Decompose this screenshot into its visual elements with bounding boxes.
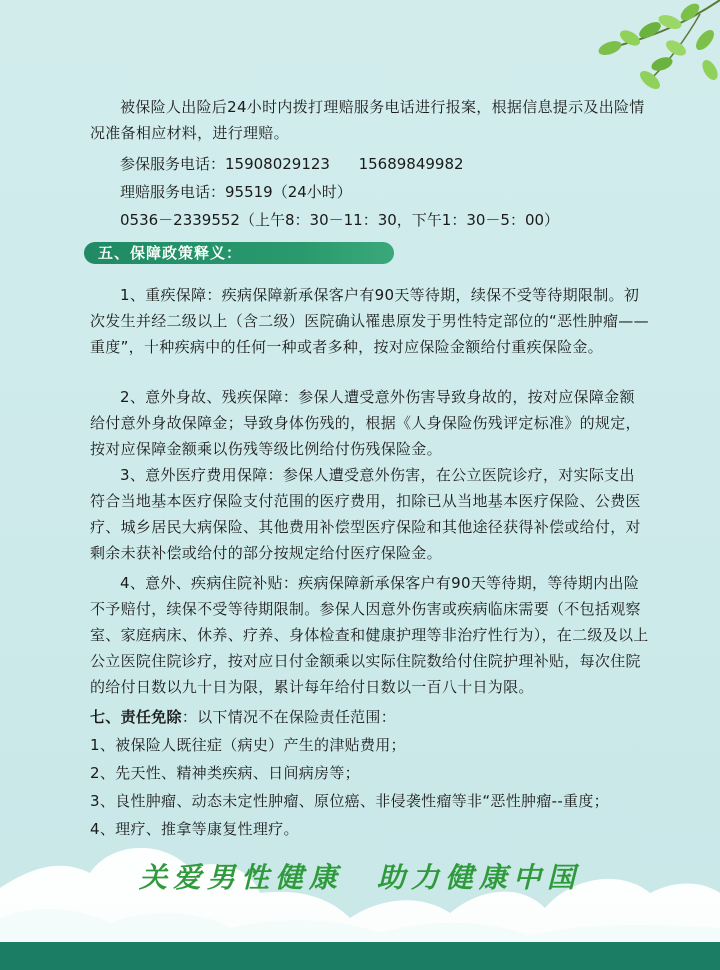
slogan-left: 关爱男性健康 [138,861,343,894]
claim-phone: 理赔服务电话：95519（24小时） [120,183,352,201]
section7-title: 七、责任免除 [90,708,182,726]
section5-item-2: 2、意外身故、残疾保障：参保人遭受意外伤害导致身故的，按对应保障金额给付意外身故保障金；导致身体伤残的，根据《人身保险伤残评定标准》的规定，按对应保障金额乘以伤残等级比例给付伤残保险金。 [90,388,641,458]
section7-subtitle: ：以下情况不在保险责任范围： [181,708,397,726]
enroll-phone: 参保服务电话：15908029123 15689849982 [120,155,464,173]
footer-bar [0,942,720,970]
section5-item-4: 4、意外、疾病住院补贴：疾病保障新承保客户有90天等待期，等待期内出险不予赔付，续保不受等待期限制。参保人因意外伤害或疾病临床需要（不包括观察室、家庭病床、休养、疗养、身体检查和健康护理等非治疗性行为），在二级及以上公立医院住院诊疗，按对应日付金额乘以实际住院数给付住院护理补贴，每次住院的给付日数以九十日为限，累计每年给付日数以一百八十日为限。 [90,574,649,696]
section7-item-1: 1、被保险人既往症（病史）产生的津贴费用； [90,736,406,754]
section5-item-3: 3、意外医疗费用保障：参保人遭受意外伤害，在公立医院诊疗，对实际支出符合当地基本医疗保险支付范围的医疗费用，扣除已从当地基本医疗保险、公费医疗、城乡居民大病保险、其他费用补偿型医疗保险和其他途径获得补偿或给付，对剩余未获补偿或给付的部分按规定给付医疗保险金。 [90,466,641,562]
slogan [0,856,720,896]
section7-heading [90,704,650,730]
section7-item-3: 3、良性肿瘤、动态未定性肿瘤、原位癌、非侵袭性瘤等非“恶性肿瘤--重度； [90,792,609,810]
section5-title: 五、保障政策释义： [84,242,394,264]
report-instructions: 被保险人出险后24小时内拨打理赔服务电话进行报案，根据信息提示及出险情况准备相应材料，进行理赔。 [90,98,645,142]
section7-item-2: 2、先天性、精神类疾病、日间病房等； [90,764,360,782]
section7-item-4: 4、理疗、推拿等康复性理疗。 [90,820,299,838]
slogan-right: 助力健康中国 [377,861,582,894]
section5-item-1: 1、重疾保障：疾病保障新承保客户有90天等待期，续保不受等待期限制。初次发生并经二级以上（含二级）医院确认罹患原发于男性特定部位的“恶性肿瘤——重度”，十种疾病中的任何一种或者多种，按对应保险金额给付重疾保险金。 [90,286,649,356]
local-phone: 0536－2339552（上午8：30－11：30，下午1：30－5：00） [120,211,560,229]
